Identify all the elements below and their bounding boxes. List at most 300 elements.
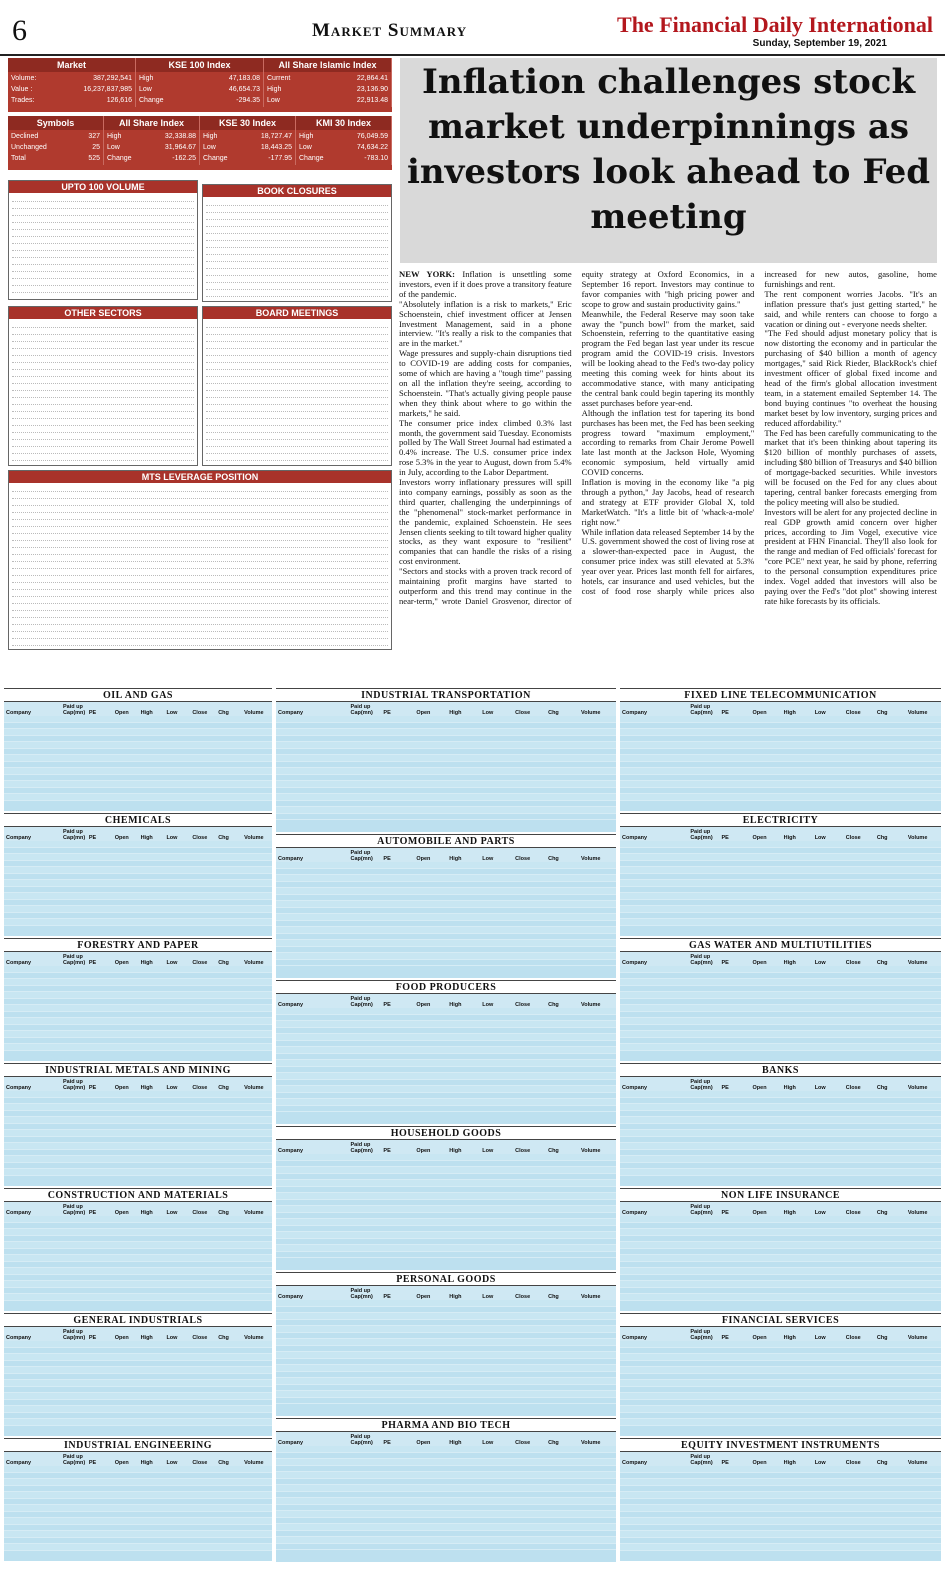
- article-paragraph: Wage pressures and supply-chain disruptions tied to COVID-19 are adding costs for companies, some of which are having a "tough time" passing on all the inflation they're seeing, according to Schoenstein. "That's actually giving people pause when they think about where to go within the markets," he said.: [399, 348, 572, 418]
- table-row: [12, 611, 388, 618]
- stock-table-body: [620, 716, 941, 811]
- column-header: High: [449, 856, 462, 862]
- stock-section-title: EQUITY INVESTMENT INSTRUMENTS: [620, 1438, 941, 1452]
- other-sectors-box: [8, 306, 198, 466]
- table-row: [206, 213, 388, 220]
- mts-leverage-box: [8, 470, 392, 650]
- table-rows: [9, 319, 197, 463]
- column-header: Low: [482, 1440, 494, 1446]
- column-header: Low: [166, 960, 178, 966]
- column-header: Close: [845, 835, 861, 841]
- column-header: Chg: [876, 1335, 888, 1341]
- table-row: [12, 272, 194, 279]
- column-header: PE: [383, 856, 391, 862]
- stock-table-body: [620, 966, 941, 1061]
- table-row: [206, 262, 388, 269]
- article-body: [399, 270, 937, 710]
- table-row: [206, 234, 388, 241]
- stock-table-body: [620, 1341, 941, 1436]
- column-header: Volume: [581, 1002, 601, 1008]
- article-paragraph: While inflation data released September 14 by the U.S. government showed the cost of living rose at a slower-than-expected pace in August, the consumer price index was still elevated at 5.3% year over year. Prices last month fell for airfares, hotels, car insurance and used vehicles, but the cost of food rose sharply while prices also increased for new autos, gasoline, home furnishings and rent.: [581, 269, 937, 596]
- table-row: [620, 919, 941, 926]
- column-header: Open: [752, 1085, 767, 1091]
- market-value: 47,183.08: [228, 75, 260, 82]
- index-summary-panel: [8, 116, 392, 170]
- column-header: Company: [6, 1085, 32, 1091]
- table-row: [4, 794, 272, 801]
- table-row: [12, 548, 388, 555]
- table-row: [206, 199, 388, 206]
- column-header: High: [449, 1440, 462, 1446]
- market-row: [299, 153, 388, 164]
- column-header: Chg: [548, 1002, 559, 1008]
- column-header: Volume: [907, 1335, 928, 1341]
- stock-table-header: [620, 702, 941, 716]
- column-header: Chg: [876, 1085, 888, 1091]
- market-label: Unchanged: [11, 144, 47, 151]
- table-row: [12, 569, 388, 576]
- column-header: High: [140, 710, 153, 716]
- column-header: Company: [622, 1210, 648, 1216]
- market-row: [11, 142, 100, 153]
- column-header: PE: [88, 1085, 97, 1091]
- column-header: PE: [383, 1440, 391, 1446]
- article-paragraph: "Sectors and stocks with a proven track record of maintaining profit margins have started to outperform and this trend may continue in the near-term," wrote Daniel Grosvenor, director of equity strategy at Oxford Economics, in a September 16 report. Investors may continue to favor companies with "high pricing power and scope to grow and sustain productivity gains.": [399, 269, 755, 606]
- column-header: PE: [721, 1335, 729, 1341]
- table-row: [206, 269, 388, 276]
- article-paragraph: Inflation is moving in the economy like "a pig through a python," Jay Jacobs, head of research and strategy at ETF provider Global X, told MarketWatch. "It's a little bit of 'whack-a-mole' right now.": [581, 477, 755, 527]
- table-row: [12, 356, 194, 363]
- table-row: [12, 258, 194, 265]
- stock-table-header: [276, 702, 616, 716]
- column-header: Chg: [876, 835, 888, 841]
- column-header: Open: [752, 1460, 767, 1466]
- column-header: High: [140, 1460, 153, 1466]
- column-header: High: [140, 1210, 153, 1216]
- column-header: Open: [114, 1335, 129, 1341]
- table-row: [206, 363, 388, 370]
- column-header: High: [449, 1294, 462, 1300]
- article-paragraph: NEW YORK: Inflation is unsettling some investors, even if it does prove a transitory feature of the pandemic.: [399, 269, 572, 299]
- market-label: Change: [299, 155, 324, 162]
- market-row: [267, 73, 388, 84]
- column-header: Chg: [218, 710, 229, 716]
- market-label: Volume:: [11, 75, 37, 82]
- column-header: Company: [278, 1148, 304, 1154]
- column-header: Close: [515, 1148, 531, 1154]
- market-label: Value :: [11, 86, 33, 93]
- table-row: [206, 335, 388, 342]
- stock-table-header: [4, 1202, 272, 1216]
- column-header: Open: [416, 1440, 431, 1446]
- column-header: Open: [416, 1002, 431, 1008]
- table-row: [4, 1294, 272, 1301]
- table-row: [12, 384, 194, 391]
- column-header: Low: [166, 1210, 178, 1216]
- stock-section: [620, 1313, 941, 1438]
- market-label: High: [203, 133, 218, 140]
- stock-section: [4, 1438, 272, 1563]
- market-value: 22,913.48: [356, 97, 388, 104]
- upto-volume-box: [8, 180, 198, 300]
- column-header: Company: [6, 710, 32, 716]
- column-header: Paid up Cap(mn): [350, 850, 373, 862]
- market-label: Low: [267, 97, 280, 104]
- column-header: Paid up Cap(mn): [690, 954, 713, 966]
- column-header: High: [140, 835, 153, 841]
- column-header: PE: [88, 835, 97, 841]
- table-row: [12, 216, 194, 223]
- table-row: [4, 1544, 272, 1551]
- column-header: Chg: [876, 1460, 888, 1466]
- table-row: [206, 321, 388, 328]
- market-label: Low: [107, 144, 120, 151]
- column-header: Company: [6, 835, 32, 841]
- table-row: [206, 276, 388, 283]
- market-header: Market: [8, 58, 136, 72]
- table-row: [206, 227, 388, 234]
- market-value: 76,049.59: [356, 133, 388, 140]
- column-header: Close: [845, 710, 861, 716]
- table-row: [12, 363, 194, 370]
- market-row: [139, 84, 260, 95]
- table-row: [12, 342, 194, 349]
- column-header: Open: [752, 960, 767, 966]
- table-row: [206, 454, 388, 461]
- column-header: Close: [192, 1460, 208, 1466]
- column-header: Low: [482, 710, 494, 716]
- column-header: Company: [6, 1460, 32, 1466]
- stock-section: [4, 813, 272, 938]
- column-header: PE: [721, 1460, 729, 1466]
- column-header: High: [783, 960, 796, 966]
- column-header: Chg: [218, 960, 229, 966]
- table-row: [12, 583, 388, 590]
- column-header: Chg: [876, 960, 888, 966]
- stock-table-body: [620, 1216, 941, 1311]
- all-share-header: All Share Index: [104, 116, 200, 130]
- article-paragraph: Investors will be alert for any projected decline in real GDP growth amid concern over higher prices, according to Jim Vogel, executive vice president at FHN Financial. They'll also look for the range and median of Fed officials' forecast for "core PCE" next year, he said by phone, referring to the personal consumption expenditures price index. Vogel added that investors will also be paying over the Fed's "dot plot" showing interest rate hike forecasts by its officials.: [764, 506, 937, 606]
- table-row: [206, 426, 388, 433]
- table-row: [206, 370, 388, 377]
- market-row: [107, 142, 196, 153]
- stock-table-body: [4, 1216, 272, 1311]
- column-header: Open: [416, 1294, 431, 1300]
- column-header: Close: [845, 1335, 861, 1341]
- stock-table-body: [4, 966, 272, 1061]
- market-value: 16,237,837,985: [83, 86, 132, 93]
- column-header: Volume: [907, 1460, 928, 1466]
- column-header: Close: [192, 710, 208, 716]
- column-header: Paid up Cap(mn): [690, 1329, 713, 1341]
- column-header: High: [140, 1335, 153, 1341]
- table-row: [12, 230, 194, 237]
- stock-table-header: [620, 1452, 941, 1466]
- market-row: [11, 73, 132, 84]
- column-header: Low: [166, 1460, 178, 1466]
- column-header: Volume: [907, 1085, 928, 1091]
- article-paragraph: The Fed has been carefully communicating to the market that it's been thinking about tapering its $120 billion of monthly purchases of assets, including $80 billion of Treasurys and $40 billion of mortgage-backed securities. While investors will be focused on the Fed for any clues about tapering, central banker forecasts emerging from the policy meeting will also be studied.: [764, 427, 937, 507]
- stock-table-header: [276, 1140, 616, 1154]
- article-paragraph: "Absolutely inflation is a risk to markets," Eric Schoenstein, chief investment officer at Jensen Investment Management, said in a phone interview. "It's really a risk to the companies that are in the market.": [399, 298, 572, 349]
- stock-table-header: [4, 952, 272, 966]
- column-header: Chg: [218, 1210, 229, 1216]
- column-header: Volume: [244, 960, 264, 966]
- market-label: Current: [267, 75, 291, 82]
- column-header: PE: [383, 710, 391, 716]
- column-header: Open: [416, 1148, 431, 1154]
- column-header: PE: [88, 1335, 97, 1341]
- market-row: [11, 153, 100, 164]
- column-header: Paid up Cap(mn): [690, 829, 713, 841]
- stock-table-body: [4, 1341, 272, 1436]
- column-header: Volume: [581, 1294, 601, 1300]
- stock-table-body: [620, 1466, 941, 1561]
- column-header: Volume: [907, 710, 928, 716]
- table-row: [206, 283, 388, 290]
- column-header: Low: [814, 1335, 826, 1341]
- column-header: Company: [278, 710, 304, 716]
- table-row: [276, 1544, 616, 1551]
- stock-table-header: [4, 1077, 272, 1091]
- column-header: Open: [752, 835, 767, 841]
- table-row: [206, 349, 388, 356]
- column-header: Open: [752, 1335, 767, 1341]
- column-header: PE: [721, 960, 729, 966]
- column-header: PE: [721, 1210, 729, 1216]
- market-column: [296, 130, 392, 165]
- column-header: PE: [721, 1085, 729, 1091]
- table-row: [12, 321, 194, 328]
- stock-table-header: [4, 702, 272, 716]
- table-row: [12, 513, 388, 520]
- column-header: Company: [278, 856, 304, 862]
- table-row: [12, 625, 388, 632]
- column-header: Open: [752, 710, 767, 716]
- column-header: Close: [515, 710, 531, 716]
- market-row: [139, 73, 260, 84]
- column-header: Volume: [907, 1210, 928, 1216]
- stock-table-body: [276, 716, 616, 832]
- stock-table-header: [620, 827, 941, 841]
- column-header: High: [449, 1148, 462, 1154]
- table-rows: [203, 197, 391, 299]
- table-row: [12, 562, 388, 569]
- column-header: Close: [192, 960, 208, 966]
- stock-section: [620, 1438, 941, 1563]
- market-label: Change: [203, 155, 228, 162]
- stock-section-title: AUTOMOBILE AND PARTS: [276, 834, 616, 848]
- column-header: PE: [383, 1002, 391, 1008]
- stock-table-body: [4, 841, 272, 936]
- market-row: [267, 84, 388, 95]
- stock-table-header: [4, 1327, 272, 1341]
- stock-section: [276, 834, 616, 980]
- market-label: High: [267, 86, 282, 93]
- column-header: Company: [622, 1460, 648, 1466]
- market-row: [299, 142, 388, 153]
- column-header: Volume: [244, 710, 264, 716]
- column-header: Paid up Cap(mn): [690, 1079, 713, 1091]
- stock-table-body: [276, 1446, 616, 1562]
- table-row: [4, 1419, 272, 1426]
- column-header: Company: [622, 1085, 648, 1091]
- market-column: [136, 72, 264, 107]
- stock-section-title: FINANCIAL SERVICES: [620, 1313, 941, 1327]
- column-header: Volume: [907, 835, 928, 841]
- table-row: [12, 391, 194, 398]
- table-row: [276, 1398, 616, 1405]
- table-row: [206, 248, 388, 255]
- column-header: Low: [482, 1148, 494, 1154]
- stock-table-header: [620, 1077, 941, 1091]
- market-column: [8, 72, 136, 107]
- market-value: 25: [92, 144, 100, 151]
- column-header: Close: [845, 960, 861, 966]
- table-row: [206, 384, 388, 391]
- article-paragraph: The consumer price index climbed 0.3% last month, the government said Tuesday. Economists polled by The Wall Street Journal had estimated a 0.4% increase. The U.S. consumer price index rose 5.3% in the year to August, down from 5.4% in July, according to the Labor Department.: [399, 417, 572, 478]
- market-value: 32,338.88: [164, 133, 196, 140]
- stock-section-title: CHEMICALS: [4, 813, 272, 827]
- box-title: BOOK CLOSURES: [203, 185, 391, 197]
- box-title: UPTO 100 VOLUME: [9, 181, 197, 193]
- stock-table-body: [620, 1091, 941, 1186]
- table-row: [12, 398, 194, 405]
- column-header: PE: [88, 1210, 97, 1216]
- column-header: Low: [814, 1085, 826, 1091]
- table-row: [12, 265, 194, 272]
- market-value: 22,864.41: [356, 75, 388, 82]
- column-header: Close: [845, 1210, 861, 1216]
- column-header: Volume: [581, 1440, 601, 1446]
- table-row: [12, 454, 194, 461]
- table-row: [206, 328, 388, 335]
- table-row: [206, 220, 388, 227]
- column-header: Paid up Cap(mn): [62, 829, 86, 841]
- column-header: Paid up Cap(mn): [690, 704, 713, 716]
- table-row: [206, 255, 388, 262]
- stock-section: [620, 1188, 941, 1313]
- column-header: Low: [814, 835, 826, 841]
- column-header: Chg: [548, 1440, 559, 1446]
- table-row: [12, 447, 194, 454]
- stock-section: [620, 688, 941, 813]
- column-header: PE: [88, 710, 97, 716]
- table-row: [12, 279, 194, 286]
- stock-section-title: PERSONAL GOODS: [276, 1272, 616, 1286]
- column-header: Paid up Cap(mn): [350, 1142, 373, 1154]
- column-header: Volume: [244, 1335, 264, 1341]
- column-header: Paid up Cap(mn): [350, 996, 373, 1008]
- table-row: [12, 492, 388, 499]
- market-value: -294.35: [236, 97, 260, 104]
- column-header: Open: [114, 1085, 129, 1091]
- table-row: [12, 520, 388, 527]
- table-row: [4, 1044, 272, 1051]
- column-header: Volume: [581, 710, 601, 716]
- column-header: Close: [845, 1085, 861, 1091]
- column-header: Close: [515, 1002, 531, 1008]
- table-row: [206, 206, 388, 213]
- market-label: Change: [107, 155, 132, 162]
- column-header: PE: [721, 835, 729, 841]
- market-row: [267, 95, 388, 106]
- table-row: [620, 794, 941, 801]
- table-row: [12, 499, 388, 506]
- column-header: PE: [88, 1460, 97, 1466]
- table-row: [620, 1169, 941, 1176]
- stock-table-header: [276, 1432, 616, 1446]
- table-row: [12, 377, 194, 384]
- column-header: Paid up Cap(mn): [62, 954, 86, 966]
- symbols-header: Symbols: [8, 116, 104, 130]
- page-number: 6: [12, 14, 27, 47]
- table-rows: [9, 193, 197, 295]
- stock-table-header: [276, 848, 616, 862]
- column-header: PE: [383, 1148, 391, 1154]
- column-header: High: [783, 710, 796, 716]
- column-header: Chg: [218, 835, 229, 841]
- column-header: Low: [814, 960, 826, 966]
- stock-table-body: [276, 1154, 616, 1270]
- market-value: 525: [88, 155, 100, 162]
- stock-table-header: [620, 1327, 941, 1341]
- market-label: Total: [11, 155, 26, 162]
- column-header: Paid up Cap(mn): [350, 1288, 373, 1300]
- box-title: OTHER SECTORS: [9, 307, 197, 319]
- column-header: Low: [166, 1085, 178, 1091]
- table-row: [12, 412, 194, 419]
- table-row: [12, 576, 388, 583]
- table-row: [206, 356, 388, 363]
- column-header: Close: [515, 856, 531, 862]
- column-header: PE: [88, 960, 97, 966]
- column-header: High: [449, 1002, 462, 1008]
- table-row: [206, 405, 388, 412]
- column-header: Low: [814, 1210, 826, 1216]
- table-row: [12, 506, 388, 513]
- table-row: [12, 534, 388, 541]
- column-header: Low: [814, 710, 826, 716]
- article-paragraph: Meanwhile, the Federal Reserve may soon take away the "punch bowl" from the market, said Schoenstein, referring to the quantitative easing program the Fed began last year under its rescue program amid the COVID-19 crisis. Investors will be looking ahead to the Fed's two-day policy meeting this coming week for hints about its accommodative stance, with many anticipating the central bank could begin tapering its monthly asset purchases before year-end.: [581, 308, 755, 408]
- market-label: High: [107, 133, 122, 140]
- column-header: Volume: [581, 856, 601, 862]
- market-value: 126,616: [106, 97, 132, 104]
- market-label: Low: [203, 144, 216, 151]
- market-label: Low: [139, 86, 152, 93]
- market-label: High: [299, 133, 314, 140]
- table-row: [12, 426, 194, 433]
- stock-table-header: [620, 1202, 941, 1216]
- stock-section: [276, 1418, 616, 1564]
- market-row: [11, 95, 132, 106]
- market-value: -177.95: [268, 155, 292, 162]
- column-header: Low: [482, 1294, 494, 1300]
- market-label: Change: [139, 97, 164, 104]
- stock-section: [620, 1063, 941, 1188]
- stock-section-title: PHARMA AND BIO TECH: [276, 1418, 616, 1432]
- table-row: [4, 919, 272, 926]
- column-header: Chg: [876, 1210, 888, 1216]
- table-row: [620, 1044, 941, 1051]
- table-row: [276, 1252, 616, 1259]
- stock-section-title: FIXED LINE TELECOMMUNICATION: [620, 688, 941, 702]
- masthead: [0, 0, 945, 56]
- table-row: [276, 960, 616, 967]
- market-column: [8, 130, 104, 165]
- table-row: [12, 251, 194, 258]
- market-value: -783.10: [364, 155, 388, 162]
